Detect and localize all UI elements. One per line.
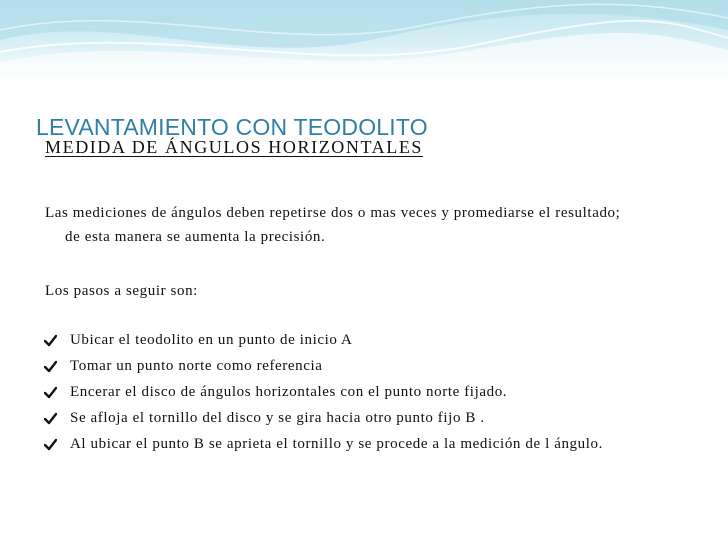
list-item (44, 379, 603, 405)
step-text: Tomar un punto norte como referencia (70, 357, 323, 374)
checkmark-icon (44, 438, 57, 451)
checkmark-icon (44, 386, 57, 399)
steps-intro: Los pasos a seguir son: (45, 283, 198, 299)
steps-list (44, 327, 603, 457)
list-item (44, 405, 603, 431)
wave-decoration (0, 0, 728, 82)
intro-paragraph (45, 201, 705, 249)
checkmark-icon (44, 360, 57, 373)
step-text: Al ubicar el punto B se aprieta el tornillo y se procede a la medición de l ángulo. (70, 435, 603, 452)
step-text: Encerar el disco de ángulos horizontales con el punto norte fijado. (70, 383, 508, 400)
intro-line-2: de esta manera se aumenta la precisión. (65, 229, 326, 245)
header-decoration (0, 0, 728, 82)
slide-title: LEVANTAMIENTO CON TEODOLITO (36, 114, 428, 140)
checkmark-icon (44, 412, 57, 425)
slide-subtitle: MEDIDA DE ÁNGULOS HORIZONTALES (45, 137, 424, 157)
list-item (44, 431, 603, 457)
step-text: Se afloja el tornillo del disco y se gira hacia otro punto fijo B . (70, 409, 485, 426)
step-text: Ubicar el teodolito en un punto de inicio A (70, 331, 353, 348)
list-item (44, 353, 603, 379)
list-item (44, 327, 603, 353)
intro-line-1: Las mediciones de ángulos deben repetirse dos o mas veces y promediarse el resultado; (45, 205, 621, 221)
checkmark-icon (44, 334, 57, 347)
